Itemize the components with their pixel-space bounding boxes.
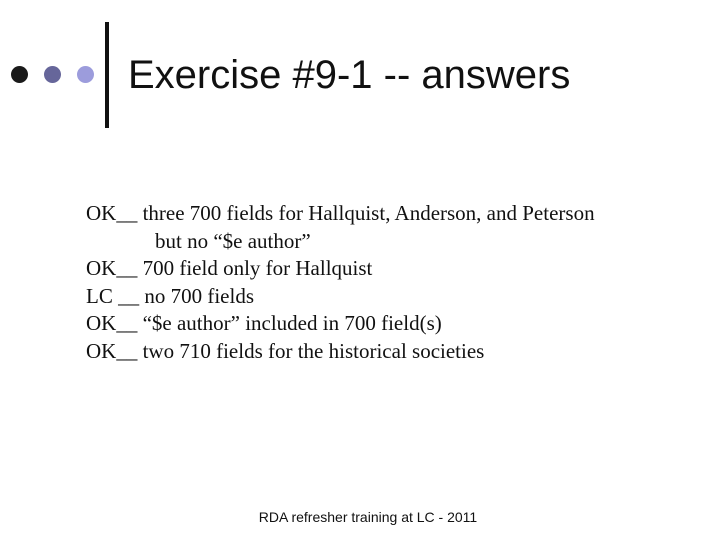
answer-line-continuation: but no “$e author” [155, 228, 311, 253]
answer-line: OK__ three 700 fields for Hallquist, Anderson, and Peterson [86, 201, 595, 225]
slide-title: Exercise #9-1 -- answers [128, 53, 571, 97]
answer-line: LC __ no 700 fields [86, 283, 254, 308]
answer-list [86, 200, 595, 365]
bullet-dot-light [77, 66, 94, 83]
answer-line: OK__ 700 field only for Hallquist [86, 256, 373, 280]
slide-footer: RDA refresher training at LC - 2011 [258, 509, 478, 525]
answer-line: OK__ two 710 fields for the historical societies [86, 338, 485, 363]
bullet-dot-dark [11, 66, 28, 83]
answer-line: OK__ “$e author” included in 700 field(s) [86, 311, 442, 335]
title-divider [105, 22, 109, 128]
bullet-dot-medium [44, 66, 61, 83]
